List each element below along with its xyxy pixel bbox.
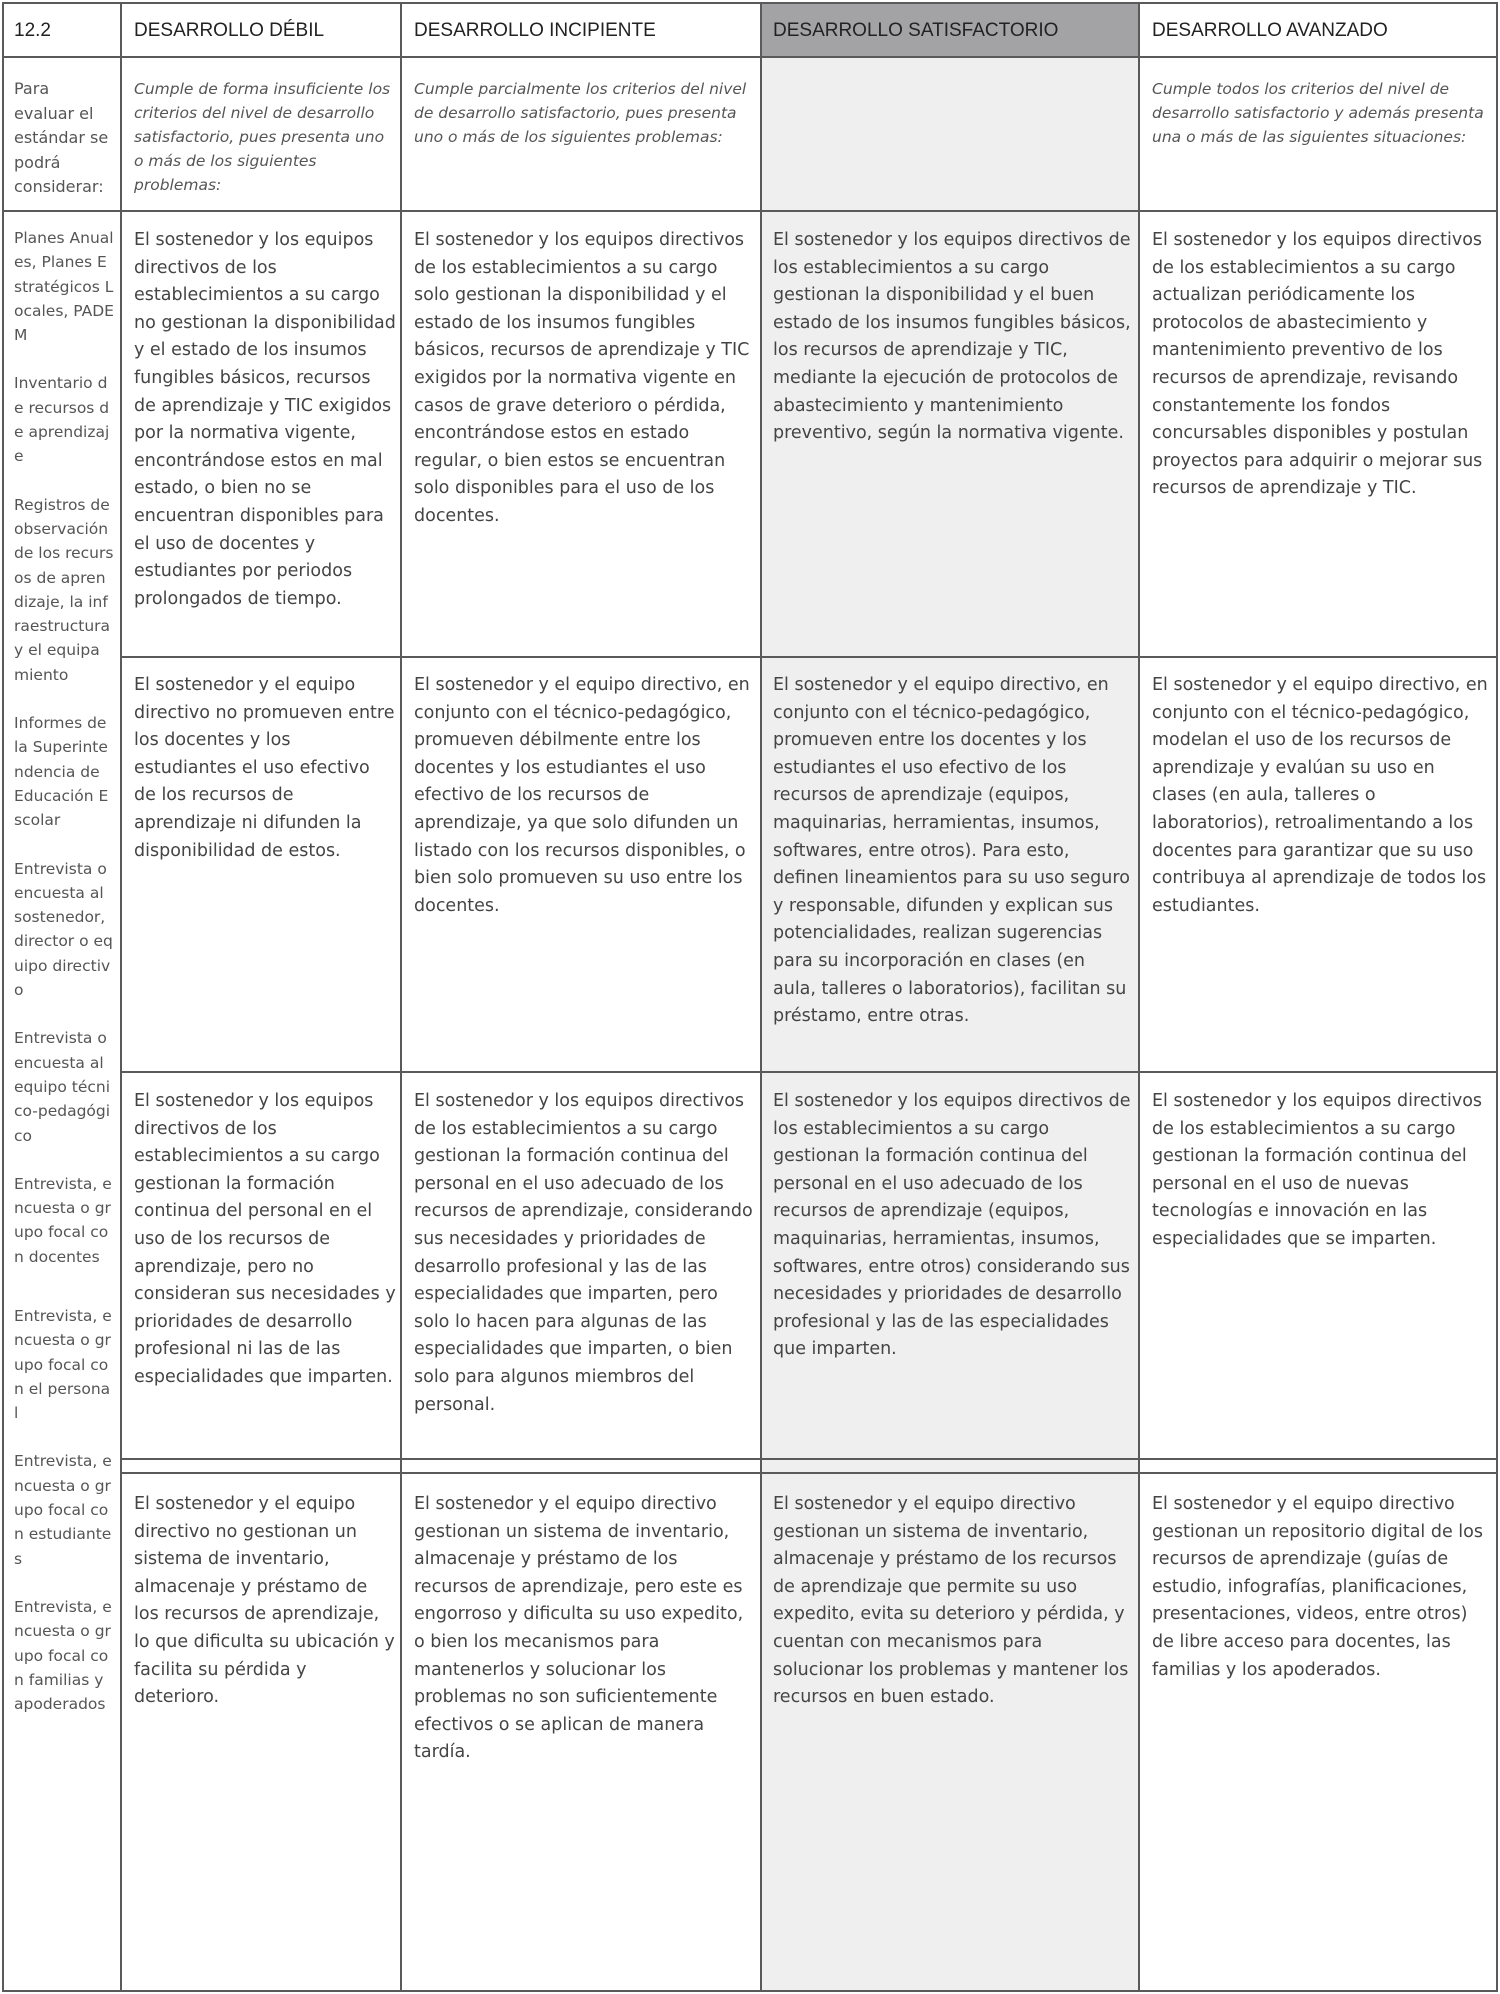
row2-incipient: El sostenedor y el equipo directivo, en conjunto con el técnico-pedagógico, promueven débilmente entre los docentes y los estudiantes el uso efectivo de los recursos de aprendizaje, ya que solo difunden un listado con los recursos disponibles, o bien solo promueven su uso entre los docentes.	[414, 675, 750, 916]
row3-advanced: El sostenedor y los equipos directivos de los establecimientos a su cargo gestionan la formación continua del personal en el uso de nuevas tecnologías e innovación en las especialidades que se imparten.	[1152, 1091, 1483, 1249]
evidence-source-item: Entrevista, encuesta o grupo focal con familias y apoderados	[14, 1597, 112, 1714]
row1-incipient: El sostenedor y los equipos directivos de los establecimientos a su cargo solo gestionan la disponibilidad y el estado de los insumos fungibles básicos, recursos de aprendizaje y TIC exigidos por la normativa vigente en casos de grave deterioro o pérdida, encontrándose estos en estado regular, o bien estos se encuentran solo disponibles para el uso de los docentes.	[414, 230, 750, 526]
grid-line	[2, 2, 4, 1992]
evidence-source-item: Entrevista o encuesta al equipo técnico-pedagógico	[14, 1029, 111, 1145]
evidence-source-item: Entrevista, encuesta o grupo focal con docentes	[14, 1174, 112, 1266]
row2-weak: El sostenedor y el equipo directivo no promueven entre los docentes y los estudiantes el uso efectivo de los recursos de aprendizaje ni difunden la disponibilidad de estos.	[134, 675, 395, 861]
evidence-source-item: Registros de observación de los recursos de aprendizaje, la infraestructura y el equipamiento	[14, 495, 114, 684]
grid-line	[2, 56, 1498, 58]
advanced-description: Cumple todos los criterios del nivel de desarrollo satisfactorio y además presenta una o más de las siguientes situaciones:	[1152, 80, 1484, 146]
header-advanced: DESARROLLO AVANZADO	[1152, 20, 1388, 41]
row3-satisfactory: El sostenedor y los equipos directivos de los establecimientos a su cargo gestionan la formación continua del personal en el uso adecuado de los recursos de aprendizaje (equipos, maquinarias, herramientas, insumos, softwares, entre otros) considerando sus necesidades y prioridades de desarrollo profesional y las de las especialidades que imparten.	[773, 1091, 1131, 1360]
row1-weak: El sostenedor y los equipos directivos de los establecimientos a su cargo no gestionan la disponibilidad y el estado de los insumos fungibles básicos, recursos de aprendizaje y TIC exigidos por la normativa vigente, encontrándose estos en mal estado, o bien no se encuentran disponibles para el uso de docentes y estudiantes por periodos prolongados de tiempo.	[134, 230, 396, 609]
row4-advanced: El sostenedor y el equipo directivo gestionan un repositorio digital de los recursos de aprendizaje (guías de estudio, infografías, planificaciones, presentaciones, videos, entre otros) de libre acceso para docentes, las familias y los apoderados.	[1152, 1494, 1483, 1680]
row4-incipient: El sostenedor y el equipo directivo gestionan un sistema de inventario, almacenaje y préstamo de los recursos de aprendizaje, pero este es engorroso y dificulta su uso expedito, o bien los mecanismos para mantenerlos y solucionar los problemas no son suficientemente efectivos o se aplican de manera tardía.	[414, 1494, 744, 1763]
evidence-sources-list	[14, 226, 114, 1740]
grid-line	[1138, 2, 1140, 1992]
grid-line	[1496, 2, 1498, 1992]
grid-line	[400, 2, 402, 1992]
row3-weak: El sostenedor y los equipos directivos de los establecimientos a su cargo gestionan la formación continua del personal en el uso de los recursos de aprendizaje, pero no consideran sus necesidades y prioridades de desarrollo profesional ni las de las especialidades que imparten.	[134, 1091, 396, 1387]
row1-satisfactory: El sostenedor y los equipos directivos de los establecimientos a su cargo gestionan la disponibilidad y el buen estado de los insumos fungibles básicos, los recursos de aprendizaje y TIC, mediante la ejecución de protocolos de abastecimiento y mantenimiento preventivo, según la normativa vigente.	[773, 230, 1131, 444]
grid-line	[760, 2, 762, 1992]
grid-line	[2, 1990, 1498, 1992]
row4-weak: El sostenedor y el equipo directivo no gestionan un sistema de inventario, almacenaje y préstamo de los recursos de aprendizaje, lo que dificulta su ubicación y facilita su pérdida y deterioro.	[134, 1494, 395, 1708]
grid-line	[120, 1458, 1498, 1460]
row2-satisfactory: El sostenedor y el equipo directivo, en conjunto con el técnico-pedagógico, promueven entre los docentes y los estudiantes el uso efectivo de los recursos de aprendizaje (equipos, maquinarias, herramientas, insumos, softwares, entre otros). Para esto, definen lineamientos para su uso seguro y responsable, difunden y explican sus potencialidades, realizan sugerencias para su incorporación en clases (en aula, talleres o laboratorios), facilitan su préstamo, entre otras.	[773, 675, 1130, 1027]
row1-advanced: El sostenedor y los equipos directivos de los establecimientos a su cargo actualizan periódicamente los protocolos de abastecimiento y mantenimiento preventivo de los recursos de aprendizaje, revisando constantemente los fondos concursables disponibles y postulan proyectos para adquirir o mejorar sus recursos de aprendizaje y TIC.	[1152, 230, 1483, 499]
grid-line	[120, 1071, 1498, 1073]
header-weak: DESARROLLO DÉBIL	[134, 20, 325, 41]
row4-satisfactory: El sostenedor y el equipo directivo gestionan un sistema de inventario, almacenaje y préstamo de los recursos de aprendizaje que permite su uso expedito, evita su deterioro y pérdida, y cuentan con mecanismos para solucionar los problemas y mantener los recursos en buen estado.	[773, 1494, 1129, 1708]
evidence-source-item: Entrevista, encuesta o grupo focal con el personal	[14, 1306, 112, 1423]
evidence-source-item: Inventario de recursos de aprendizaje	[14, 374, 110, 466]
row3-incipient: El sostenedor y los equipos directivos de los establecimientos a su cargo gestionan la formación continua del personal en el uso adecuado de los recursos de aprendizaje, considerando sus necesidades y prioridades de desarrollo profesional y las de las especialidades que imparten, pero solo lo hacen para algunas de las especialidades que imparten, o bien solo para algunos miembros del personal.	[414, 1091, 753, 1415]
header-satisfactory: DESARROLLO SATISFACTORIO	[773, 20, 1059, 41]
grid-line	[2, 210, 1498, 212]
row2-advanced: El sostenedor y el equipo directivo, en conjunto con el técnico-pedagógico, modelan el uso de los recursos de aprendizaje y evalúan su uso en clases (en aula, talleres o laboratorios), retroalimentando a los docentes para garantizar que su uso contribuya al aprendizaje de todos los estudiantes.	[1152, 675, 1488, 916]
weak-description: Cumple de forma insuficiente los criterios del nivel de desarrollo satisfactorio, pues presenta uno o más de los siguientes problemas:	[134, 80, 391, 194]
evidence-source-item: Entrevista, encuesta o grupo focal con estudiantes	[14, 1452, 112, 1568]
evaluate-note: Para evaluar el estándar se podrá considerar:	[14, 79, 109, 196]
grid-line	[2, 2, 1498, 4]
grid-line	[120, 656, 1498, 658]
header-incipient: DESARROLLO INCIPIENTE	[414, 20, 656, 41]
incipient-description: Cumple parcialmente los criterios del nivel de desarrollo satisfactorio, pues presenta uno o más de los siguientes problemas:	[414, 80, 747, 146]
evidence-source-item: Planes Anuales, Planes Estratégicos Locales, PADEM	[14, 229, 114, 345]
grid-line	[120, 2, 122, 1992]
grid-line	[120, 1472, 1498, 1474]
evidence-source-item: Entrevista o encuesta al sostenedor, director o equipo directivo	[14, 859, 113, 1000]
standard-code: 12.2	[14, 20, 51, 41]
evidence-source-item: Informes de la Superintendencia de Educación Escolar	[14, 714, 109, 830]
